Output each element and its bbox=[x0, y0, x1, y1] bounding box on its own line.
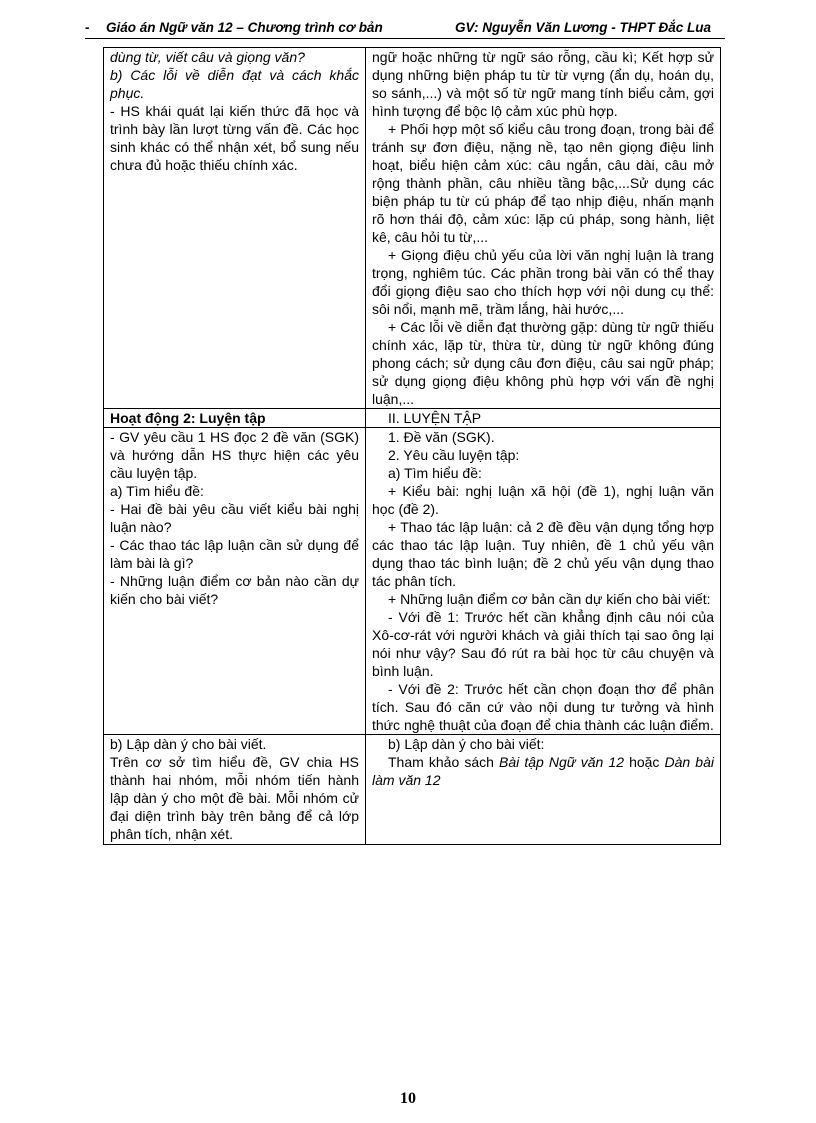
table-row bbox=[104, 735, 721, 845]
text-line: - Những luận điểm cơ bản nào cần dự kiến cho bài viết? bbox=[110, 573, 359, 607]
teacher-student-activity-cell bbox=[104, 428, 366, 735]
text-line: 2. Yêu cầu luyện tập: bbox=[388, 447, 520, 463]
content-cell bbox=[366, 48, 721, 409]
text-line: dùng từ, viết câu và giọng văn? bbox=[110, 49, 305, 65]
table-row bbox=[104, 409, 721, 428]
header-teacher: GV: Nguyễn Văn Lương - THPT Đắc Lua bbox=[455, 20, 711, 35]
text-paragraph: - Với đề 2: Trước hết cần chọn đoạn thơ để phân tích. Sau đó căn cứ vào nội dung tư tưởng và hình thức nghệ thuật của đoạn để chia thành các luận điểm. bbox=[372, 681, 714, 733]
text-line: Trên cơ sở tìm hiểu đề, GV chia HS thành hai nhóm, mỗi nhóm tiến hành lập dàn ý cho một đề bài. Mỗi nhóm cử đại diện trình bày trên bảng để cả lớp phân tích, nhận xét. bbox=[110, 754, 359, 842]
content-cell bbox=[366, 735, 721, 845]
page-number: 10 bbox=[400, 1090, 416, 1107]
reference-conjunction: hoặc bbox=[623, 754, 665, 770]
reference-book-2: Dàn bài làm văn 12 bbox=[372, 754, 714, 788]
text-paragraph: + Phối hợp một số kiểu câu trong đoạn, trong bài để tránh sự đơn điệu, nặng nề, tạo nên giọng điệu linh hoạt, biểu hiện cảm xúc: câu ngắn, câu dài, câu mở rộng thành phần, câu nhiều tầng bậc,...Sử dụng các biện pháp tu từ cú pháp để tạo nhịp điệu, nhấn mạnh rõ hơn thái độ, cảm xúc: lặp cú pháp, song hành, liệt kê, câu hỏi tu từ,... bbox=[372, 121, 714, 245]
header-course-title: Giáo án Ngữ văn 12 – Chương trình cơ bản bbox=[106, 20, 383, 35]
text-line: - HS khái quát lại kiến thức đã học và trình bày lần lượt từng vấn đề. Các học sinh khác có thể nhận xét, bổ sung nếu chưa đủ hoặc thiếu chính xác. bbox=[110, 103, 359, 173]
text-paragraph: + Kiểu bài: nghị luận xã hội (đề 1), nghị luận văn học (đề 2). bbox=[372, 483, 714, 517]
text-line: a) Tìm hiểu đề: bbox=[388, 465, 482, 481]
page-header bbox=[85, 18, 725, 39]
section-heading: II. LUYỆN TẬP bbox=[388, 410, 482, 426]
text-line: b) Các lỗi về diễn đạt và cách khắc phục. bbox=[110, 67, 359, 101]
text-paragraph: + Giọng điệu chủ yếu của lời văn nghị luận là trang trọng, nghiêm túc. Các phần trong bài văn có thể thay đổi giọng điệu sao cho thích hợp với nội dung cụ thể: sôi nổi, mạnh mẽ, trầm lắng, hài hước,... bbox=[372, 247, 714, 317]
text-paragraph: + Những luận điểm cơ bản cần dự kiến cho bài viết: bbox=[388, 591, 711, 607]
table-row bbox=[104, 48, 721, 409]
text-line: b) Lập dàn ý cho bài viết. bbox=[110, 736, 267, 752]
text-line: 1. Đề văn (SGK). bbox=[388, 429, 495, 445]
reference-book-1: Bài tập Ngữ văn 12 bbox=[499, 754, 624, 770]
section-heading-cell bbox=[366, 409, 721, 428]
content-cell bbox=[366, 428, 721, 735]
activity-heading: Hoạt động 2: Luyện tập bbox=[110, 410, 266, 426]
header-dash: - bbox=[85, 20, 90, 35]
text-paragraph: + Các lỗi về diễn đạt thường gặp: dùng từ ngữ thiếu chính xác, lặp từ, thừa từ, dùng từ ngữ không đúng phong cách; sử dụng câu đơn điệu, câu sai ngữ pháp; sử dụng giọng điệu không phù hợp với vấn đề nghị luận,... bbox=[372, 319, 714, 407]
text-line: - Các thao tác lập luận cần sử dụng để làm bài là gì? bbox=[110, 537, 359, 571]
text-line: - GV yêu cầu 1 HS đọc 2 đề văn (SGK) và hướng dẫn HS thực hiện các yêu cầu luyện tập. bbox=[110, 429, 359, 481]
text-paragraph: - Với đề 1: Trước hết cần khẳng định câu nói của Xô-cơ-rát với người khách và giải thích tại sao ông lại nói như vậy? Sau đó rút ra bài học từ câu chuyện và bình luận. bbox=[372, 609, 714, 679]
text-line: b) Lập dàn ý cho bài viết: bbox=[388, 736, 545, 752]
text-paragraph bbox=[372, 753, 714, 789]
text-paragraph: + Thao tác lập luận: cả 2 đề đều vận dụng tổng hợp các thao tác lập luận. Tuy nhiên, đề 1 chủ yếu vận dụng thao tác bình luận; đề 2 chủ yếu vận dụng thao tác phân tích. bbox=[372, 519, 714, 589]
table-row bbox=[104, 428, 721, 735]
text-paragraph: ngữ hoặc những từ ngữ sáo rỗng, cầu kì; Kết hợp sử dụng những biện pháp tu từ từ vựng (ẩn dụ, hoán dụ, so sánh,...) và một số từ ngữ mang tính biểu cảm, gợi hình tượng để bộc lộ cảm xúc phù hợp. bbox=[372, 49, 714, 119]
teacher-student-activity-cell bbox=[104, 48, 366, 409]
lesson-table bbox=[103, 47, 721, 845]
teacher-student-activity-cell bbox=[104, 735, 366, 845]
reference-prefix: Tham khảo sách bbox=[388, 754, 499, 770]
activity-heading-cell bbox=[104, 409, 366, 428]
text-line: - Hai đề bài yêu cầu viết kiểu bài nghị luận nào? bbox=[110, 501, 359, 535]
text-line: a) Tìm hiểu đề: bbox=[110, 483, 204, 499]
